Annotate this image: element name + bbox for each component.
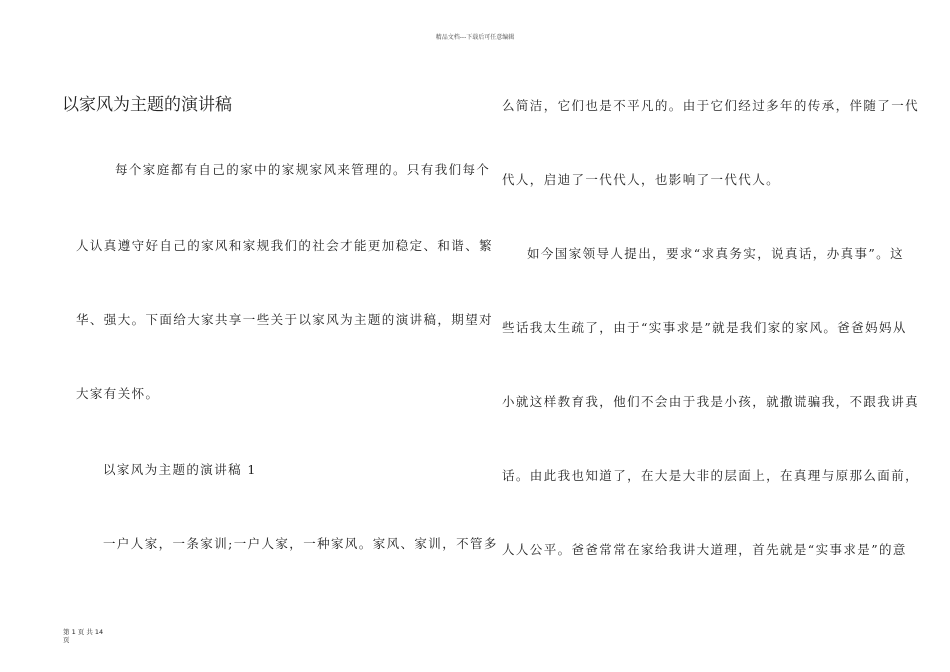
- left-line-4: 大家有关怀。: [76, 386, 160, 401]
- right-line-5: 小就这样教育我，他们不会由于我是小孩，就撒谎骗我，不跟我讲真: [502, 394, 920, 409]
- right-line-1: 么简洁，它们也是不平凡的。由于它们经过多年的传承，伴随了一代: [502, 98, 920, 113]
- page-number-suffix: 页: [63, 636, 70, 644]
- section-heading: 以家风为主题的演讲稿 1: [103, 462, 257, 477]
- left-line-3: 华、强大。下面给大家共享一些关于以家风为主题的演讲稿，期望对: [76, 312, 494, 327]
- page-footer: [63, 628, 103, 644]
- right-line-2: 代人，启迪了一代代人，也影响了一代代人。: [502, 172, 781, 187]
- right-line-3: 如今国家领导人提出，要求“求真务实，说真话，办真事”。这: [527, 246, 904, 261]
- right-line-6: 话。由此我也知道了，在大是大非的层面上，在真理与原那么面前，: [502, 468, 920, 483]
- left-line-2: 人认真遵守好自己的家风和家规我们的社会才能更加稳定、和谐、繁: [76, 238, 494, 253]
- left-line-1: 每个家庭都有自己的家中的家规家风来管理的。只有我们每个: [115, 162, 491, 177]
- right-line-7: 人人公平。爸爸常常在家给我讲大道理，首先就是“实事求是”的意: [502, 542, 907, 557]
- header-note: 精品文档---下载后可任意编辑: [435, 34, 515, 41]
- document-title: 以家风为主题的演讲稿: [62, 95, 232, 115]
- right-line-4: 些话我太生疏了，由于“实事求是”就是我们家的家风。爸爸妈妈从: [502, 320, 907, 335]
- left-line-6: 一户人家，一条家训;一户人家，一种家风。家风、家训，不管多: [103, 536, 498, 551]
- page-number: 第 1 页 共 14: [63, 628, 104, 636]
